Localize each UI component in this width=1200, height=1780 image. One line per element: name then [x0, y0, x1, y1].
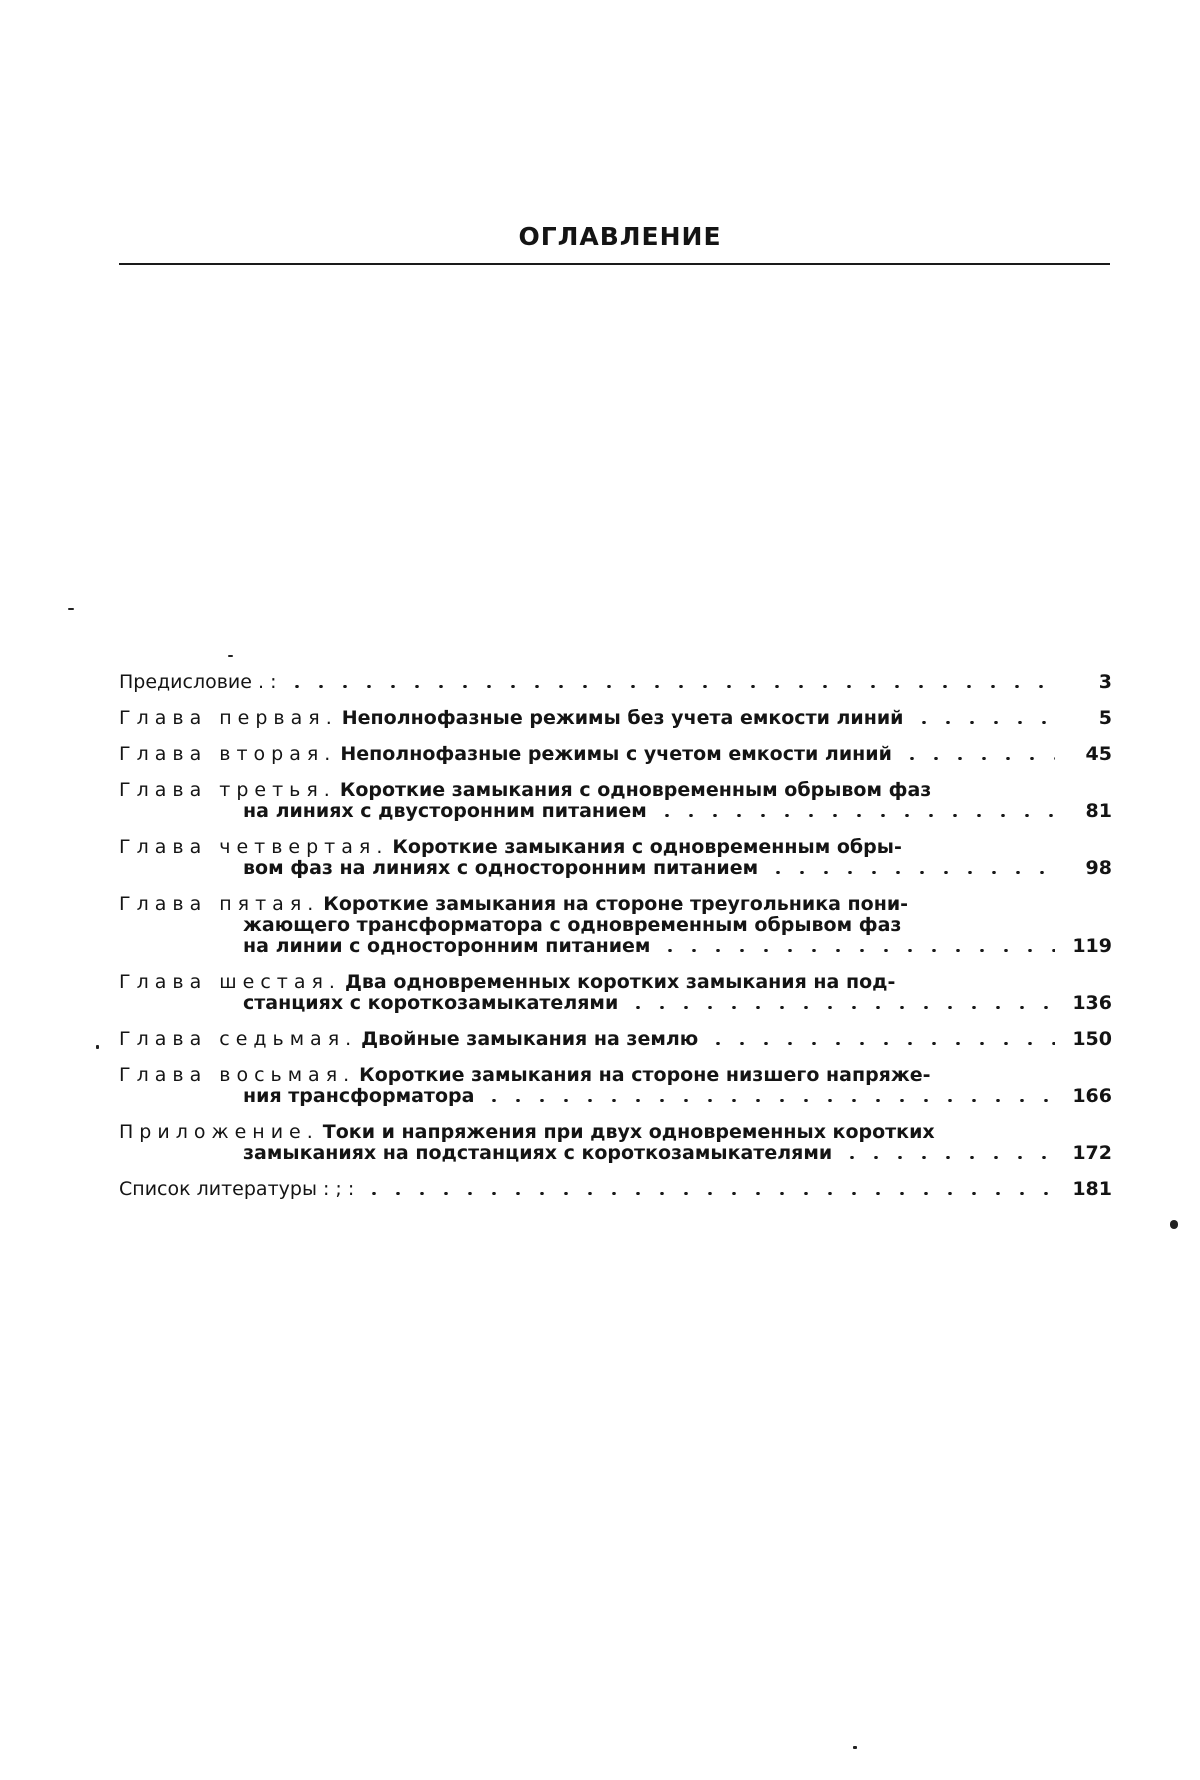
toc-entry-line	[119, 708, 1057, 729]
toc-entry-line	[119, 993, 1057, 1014]
page-number: 172	[1072, 1142, 1112, 1164]
entry-title-text: жающего трансформатора с одновременным обрывом фаз	[243, 914, 902, 936]
entry-title-text: Короткие замыкания на стороне треугольника пони-	[323, 893, 909, 915]
page-number: 119	[1072, 935, 1112, 957]
entry-title-text: Неполнофазные режимы с учетом емкости линий	[340, 743, 892, 765]
chapter-label: Глава вторая.	[119, 743, 337, 765]
toc-entry-line	[119, 894, 1057, 915]
toc-entry-line	[119, 936, 1057, 957]
entry-title-text: Двойные замыкания на землю	[361, 1028, 699, 1050]
toc-entry-line	[119, 1179, 1057, 1200]
chapter-label: Глава третья.	[119, 779, 336, 801]
entry-title-text: Два одновременных коротких замыкания на под-	[344, 971, 896, 993]
entry-title-text: замыканиях на подстанциях с короткозамыкателями	[243, 1142, 833, 1164]
entry-title-text: Короткие замыкания с одновременным обры-	[392, 836, 902, 858]
page-number: 150	[1072, 1028, 1112, 1050]
toc-entry	[119, 1179, 1112, 1200]
chapter-label: Глава шестая.	[119, 971, 341, 993]
entry-title-text: вом фаз на линиях с односторонним питанием	[243, 857, 759, 879]
toc-entry	[119, 780, 1112, 822]
entry-title-text: Короткие замыкания на стороне низшего напряже-	[359, 1064, 931, 1086]
toc-entry-line	[119, 801, 1057, 822]
entry-title-text: на линии с односторонним питанием	[243, 935, 651, 957]
entry-title-text: Короткие замыкания с одновременным обрывом фаз	[339, 779, 932, 801]
toc-entry	[119, 1029, 1112, 1050]
toc-entry-line	[119, 1029, 1057, 1050]
toc-entry-line	[119, 780, 1057, 801]
table-of-contents	[119, 672, 1112, 1215]
entry-title-text: Предисловие . :	[119, 671, 277, 693]
toc-entry-line	[119, 972, 1057, 993]
scan-speck	[68, 608, 74, 610]
toc-entry	[119, 972, 1112, 1014]
scan-speck	[853, 1746, 857, 1749]
toc-entry-line	[119, 1065, 1057, 1086]
toc-entry	[119, 1122, 1112, 1164]
page-number: 5	[1098, 707, 1112, 729]
chapter-label: Глава четвертая.	[119, 836, 389, 858]
page-number: 181	[1072, 1178, 1112, 1200]
toc-entry	[119, 1065, 1112, 1107]
toc-entry	[119, 672, 1112, 693]
chapter-label: Глава первая.	[119, 707, 338, 729]
chapter-label: Глава восьмая.	[119, 1064, 356, 1086]
toc-entry-line	[119, 837, 1057, 858]
toc-entry	[119, 894, 1112, 957]
chapter-label: Глава седьмая.	[119, 1028, 358, 1050]
scan-speck	[228, 655, 233, 657]
toc-entry	[119, 837, 1112, 879]
scan-speck	[1170, 1220, 1178, 1229]
toc-entry-line	[119, 1143, 1057, 1164]
page-number: 98	[1085, 857, 1112, 879]
chapter-label: Глава пятая.	[119, 893, 320, 915]
toc-entry-line	[119, 915, 1057, 936]
page-number: 81	[1085, 800, 1112, 822]
title-rule	[119, 263, 1110, 265]
entry-title-text: станциях с короткозамыкателями	[243, 992, 619, 1014]
toc-entry-line	[119, 858, 1057, 879]
page-number: 166	[1072, 1085, 1112, 1107]
page-number: 3	[1098, 671, 1112, 693]
toc-entry-line	[119, 672, 1057, 693]
toc-entry	[119, 708, 1112, 729]
toc-entry	[119, 744, 1112, 765]
page-title: ОГЛАВЛЕНИЕ	[518, 222, 722, 251]
entry-title-text: Токи и напряжения при двух одновременных коротких	[322, 1121, 935, 1143]
page-number: 136	[1072, 992, 1112, 1014]
scan-speck	[96, 1045, 99, 1049]
chapter-label: Приложение.	[119, 1121, 319, 1143]
toc-entry-line	[119, 744, 1057, 765]
entry-title-text: на линиях с двусторонним питанием	[243, 800, 647, 822]
page-number: 45	[1085, 743, 1112, 765]
entry-title-text: Список литературы : ; :	[119, 1178, 355, 1200]
entry-title-text: Неполнофазные режимы без учета емкости линий	[341, 707, 904, 729]
toc-entry-line	[119, 1122, 1057, 1143]
toc-entry-line	[119, 1086, 1057, 1107]
entry-title-text: ния трансформатора	[243, 1085, 475, 1107]
